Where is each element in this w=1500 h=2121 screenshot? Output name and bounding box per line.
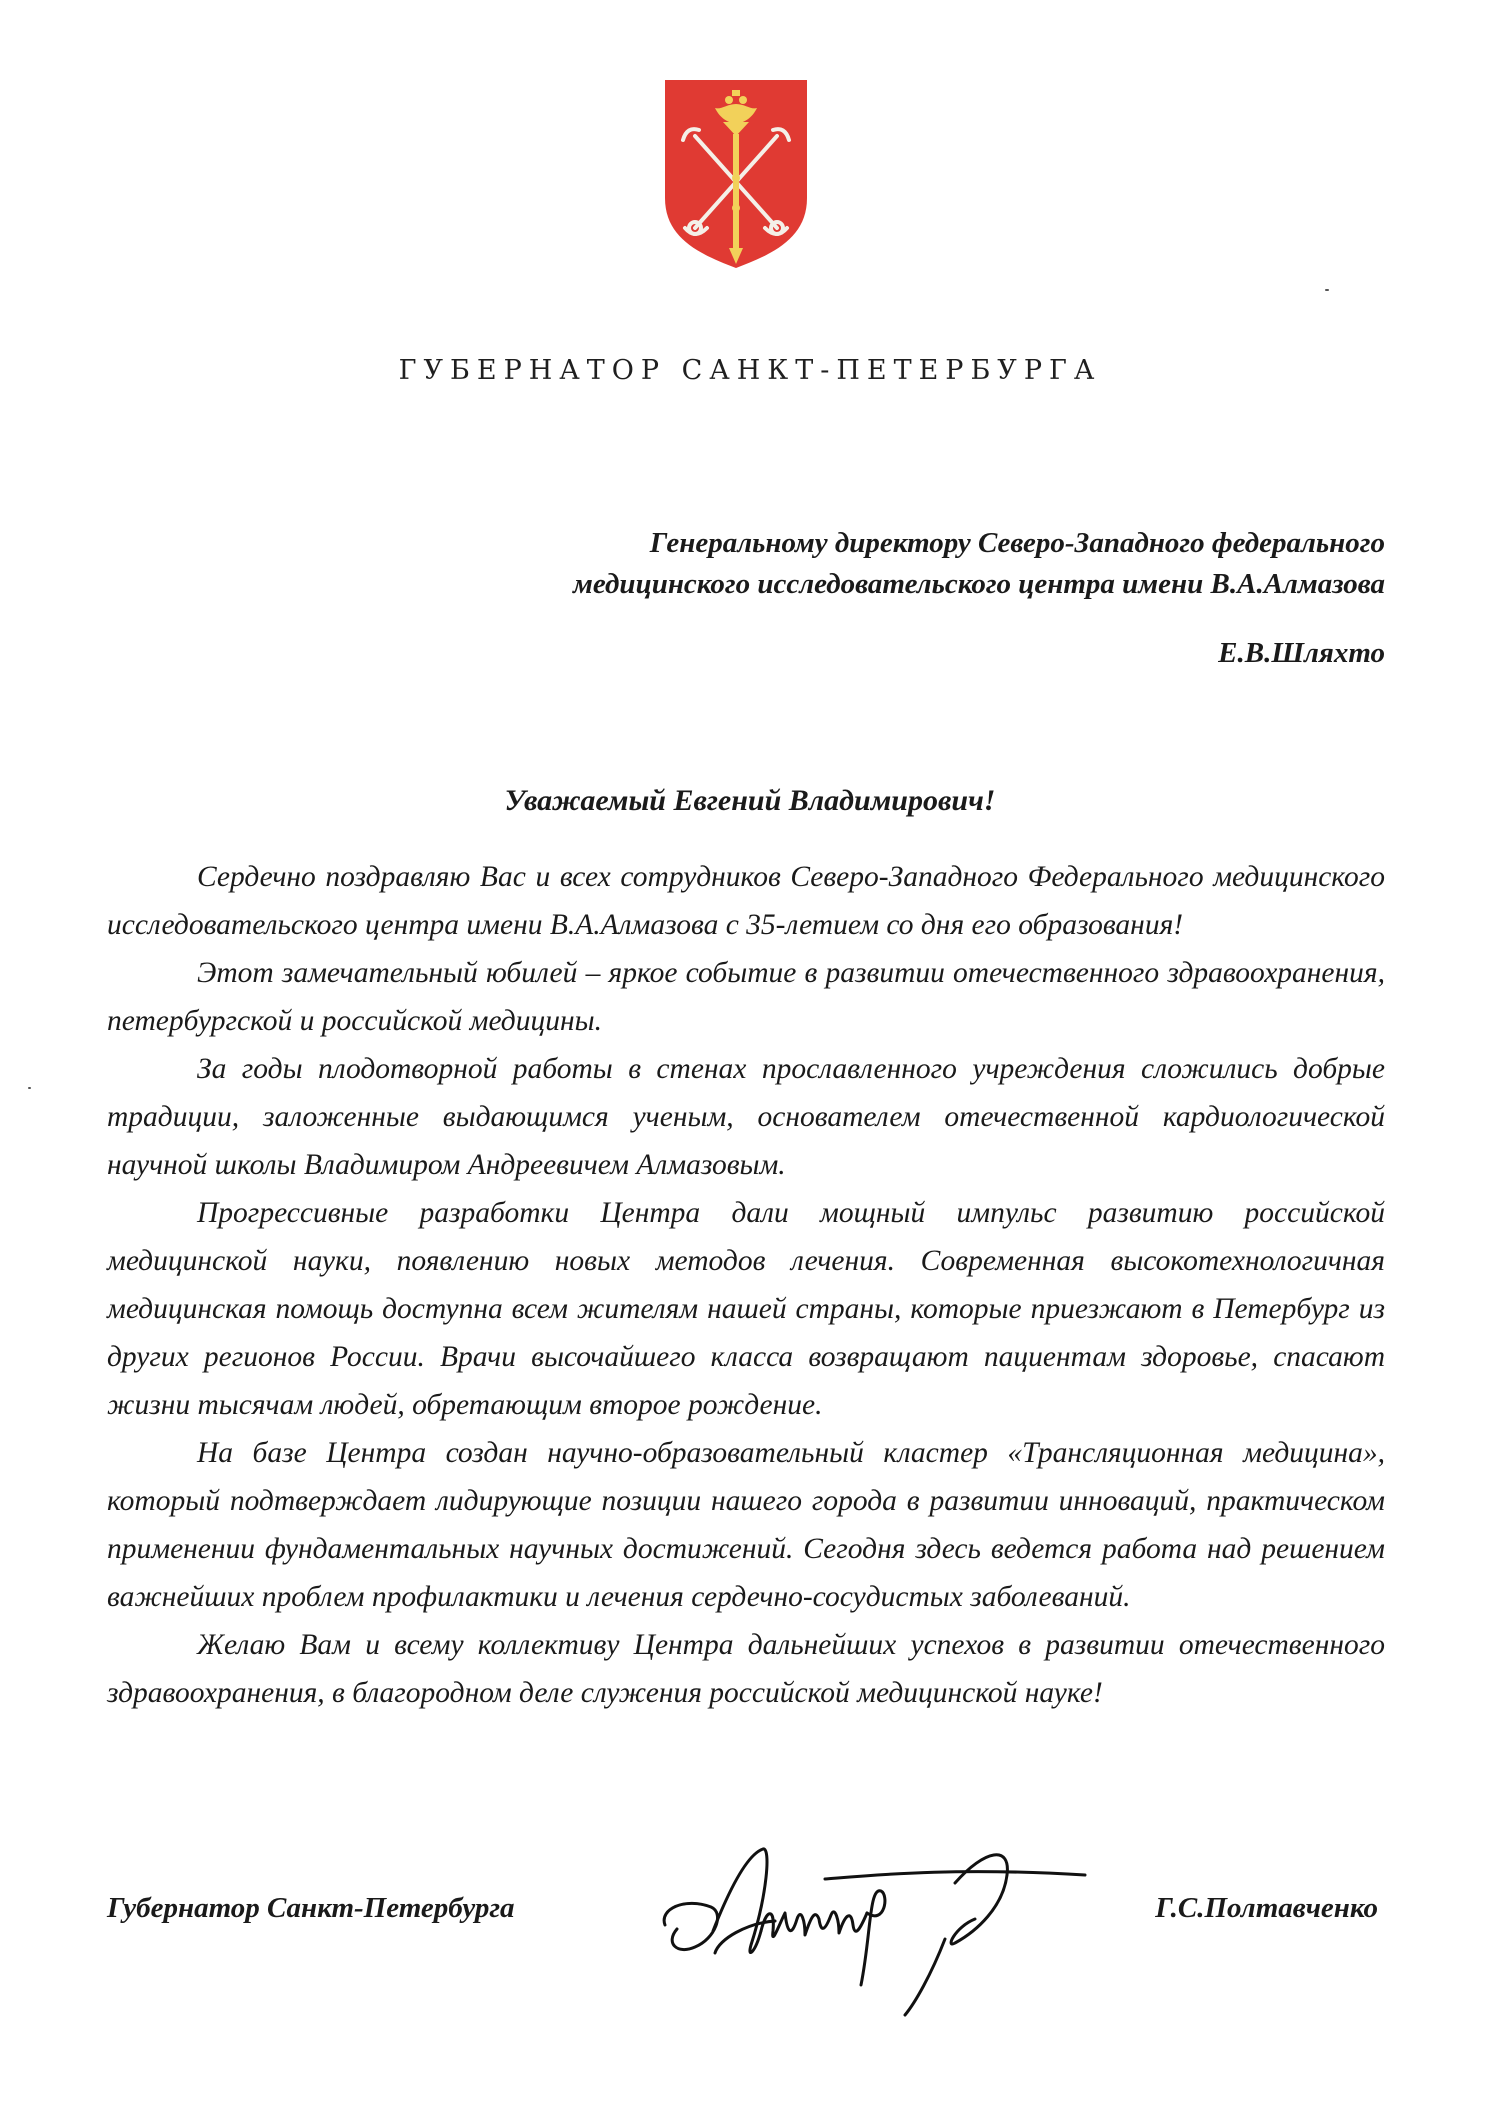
scan-speck [1325, 289, 1329, 291]
handwritten-signature-icon [655, 1835, 1100, 2020]
paragraph: Желаю Вам и всему коллективу Центра дальнейших успехов в развитии отечественного здравоохранения, в благородном деле служения российской медицинской науке! [107, 1629, 1385, 1709]
paragraph: Сердечно поздравляю Вас и всех сотрудников Северо-Западного Федерального медицинского исследовательского центра имени В.А.Алмазова с 35-летием со дня его образования! [107, 861, 1385, 941]
addressee-name: Е.В.Шляхто [1218, 637, 1385, 669]
paragraph: Этот замечательный юбилей – яркое событие в развитии отечественного здравоохранения, петербургской и российской медицины. [107, 957, 1385, 1037]
letter-body [107, 853, 1385, 1717]
signatory-position: Губернатор Санкт-Петербурга [107, 1892, 515, 1924]
paragraph: Прогрессивные разработки Центра дали мощный импульс развитию российской медицинской науки, появлению новых методов лечения. Современная высокотехнологичная медицинская помощь доступна всем жителям нашей страны, которые приезжают в Петербург из других регионов России. Врачи высочайшего класса возвращают пациентам здоровье, спасают жизни тысячам людей, обретающим второе рождение. [107, 1197, 1385, 1421]
addressee-block [285, 523, 1385, 605]
addressee-line: медицинского исследовательского центра имени В.А.Алмазова [573, 568, 1385, 600]
coat-of-arms-icon [663, 78, 809, 270]
scan-speck [28, 1087, 31, 1089]
paragraph: За годы плодотворной работы в стенах прославленного учреждения сложились добрые традиции, заложенные выдающимся ученым, основателем отечественной кардиологической научной школы Владимиром Андреевичем Алмазовым. [107, 1053, 1385, 1181]
signatory-name: Г.С.Полтавченко [1155, 1892, 1378, 1924]
paragraph: На базе Центра создан научно-образовательный кластер «Трансляционная медицина», который подтверждает лидирующие позиции нашего города в развитии инноваций, практическом применении фундаментальных научных достижений. Сегодня здесь ведется работа над решением важнейших проблем профилактики и лечения сердечно-сосудистых заболеваний. [107, 1437, 1385, 1613]
greeting: Уважаемый Евгений Владимирович! [504, 784, 996, 817]
document-heading: ГУБЕРНАТОР САНКТ-ПЕТЕРБУРГА [398, 355, 1102, 386]
addressee-line: Генеральному директору Северо-Западного федерального [649, 527, 1385, 559]
